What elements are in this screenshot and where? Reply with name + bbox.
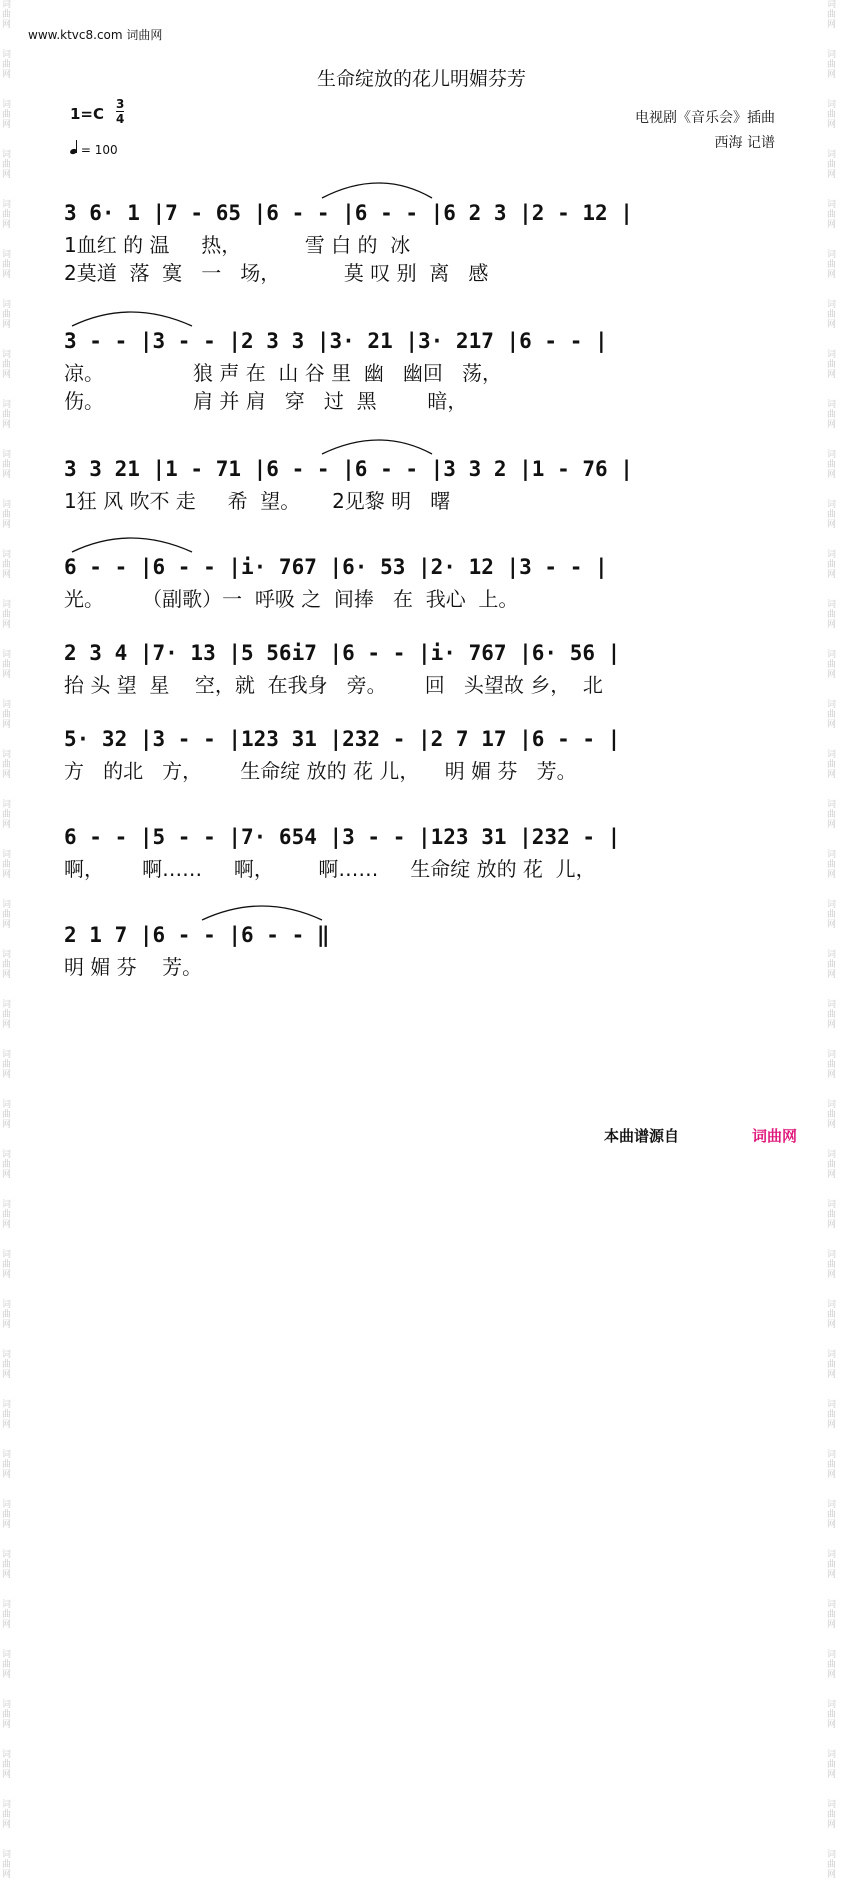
side-watermark-left: 词 曲 网 词 曲 网 词 曲 网 词 曲 网 词 曲 网 词 曲 网 词 曲 网 词 曲 网 词 曲 网 词 曲 网 词 曲 网 词 曲 网 词 曲 网 词 曲 网 词 曲 网 词 曲 网 词 曲 网 词 曲 网 词 曲 网 词 曲 网 词 曲 网 词 曲 网 词 曲 网 词 曲 网 词 曲 网 词 曲 网 词 曲 网 词 曲 网 词 曲 网 词 曲 网 词 曲 网 词 曲 网 词 曲 网 词 曲 网 词 曲 网 词 曲 网 词 曲 网 词 曲 网 xyxy=(2,0,12,1880)
footer-brand-link[interactable]: 词曲网 xyxy=(752,1127,798,1145)
lyrics-verse-1: 抬 头 望 星 空，就 在我身 旁。 回 头望故 乡， 北 xyxy=(64,673,603,697)
notation: 3 - - |3 - - |2 3 3 |3· 21 |3· 217 |6 - - | xyxy=(64,329,608,353)
notation: 2 3 4 |7· 13 |5 56i7 |6 - - |i· 767 |6· 56 | xyxy=(64,641,621,665)
notation: 6 - - |5 - - |7· 654 |3 - - |123 31 |232 - | xyxy=(64,825,621,849)
notation: 5· 32 |3 - - |123 31 |232 - |2 7 17 |6 - - | xyxy=(64,727,621,751)
lyrics-verse-1: 1狂 风 吹不 走 希 望。 2见黎 明 曙 xyxy=(64,489,451,513)
page-title: 生命绽放的花儿明媚芬芳 xyxy=(316,68,526,90)
lyrics-verse-1: 方 的北 方， 生命绽 放的 花 儿， 明 媚 芬 芳。 xyxy=(64,759,577,783)
lyrics-verse-1: 啊， 啊…… 啊， 啊…… 生命绽 放的 花 儿， xyxy=(64,857,596,881)
tempo-value: = 100 xyxy=(80,143,118,157)
notation: 6 - - |6 - - |i· 767 |6· 53 |2· 12 |3 - - | xyxy=(64,555,608,579)
time-signature-top: 3 xyxy=(116,97,125,111)
key-signature: 1=C xyxy=(70,105,105,123)
side-watermark-right: 词 曲 网 词 曲 网 词 曲 网 词 曲 网 词 曲 网 词 曲 网 词 曲 网 词 曲 网 词 曲 网 词 曲 网 词 曲 网 词 曲 网 词 曲 网 词 曲 网 词 曲 网 词 曲 网 词 曲 网 词 曲 网 词 曲 网 词 曲 网 词 曲 网 词 曲 网 词 曲 网 词 曲 网 词 曲 网 词 曲 网 词 曲 网 词 曲 网 词 曲 网 词 曲 网 词 曲 网 词 曲 网 词 曲 网 词 曲 网 词 曲 网 词 曲 网 词 曲 网 词 曲 网 xyxy=(827,0,837,1880)
time-signature-bottom: 4 xyxy=(116,112,125,126)
slur-arc xyxy=(322,440,432,454)
lyrics-verse-1: 光。 （副歌）一 呼吸 之 间捧 在 我心 上。 xyxy=(64,587,519,611)
notation: 2 1 7 |6 - - |6 - - ‖ xyxy=(64,923,330,947)
site-url[interactable]: www.ktvc8.com 词曲网 xyxy=(28,28,163,42)
lyrics-verse-2: 2莫道 落 寞 一 场， 莫 叹 别 离 感 xyxy=(64,261,489,285)
lyrics-verse-1: 1血红 的 温 热， 雪 白 的 冰 xyxy=(64,233,411,257)
slur-arc xyxy=(72,312,192,326)
arranger-credit: 西海 记谱 xyxy=(714,135,775,151)
slur-arc xyxy=(322,183,432,198)
notation: 3 3 21 |1 - 71 |6 - - |6 - - |3 3 2 |1 - 76 | xyxy=(64,457,633,481)
song-source: 电视剧《音乐会》插曲 xyxy=(635,110,775,126)
slur-arc xyxy=(202,906,322,920)
notation: 3 6· 1 |7 - 65 |6 - - |6 - - |6 2 3 |2 - 12 | xyxy=(64,201,633,225)
lyrics-verse-1: 凉。 狼 声 在 山 谷 里 幽 幽回 荡， xyxy=(64,361,503,385)
lyrics-verse-1: 明 媚 芬 芳。 xyxy=(64,955,203,979)
footer-source-text: 本曲谱源自 xyxy=(604,1127,680,1145)
lyrics-verse-2: 伤。 肩 并 肩 穿 过 黑 暗， xyxy=(64,389,468,413)
slur-arc xyxy=(72,538,192,552)
